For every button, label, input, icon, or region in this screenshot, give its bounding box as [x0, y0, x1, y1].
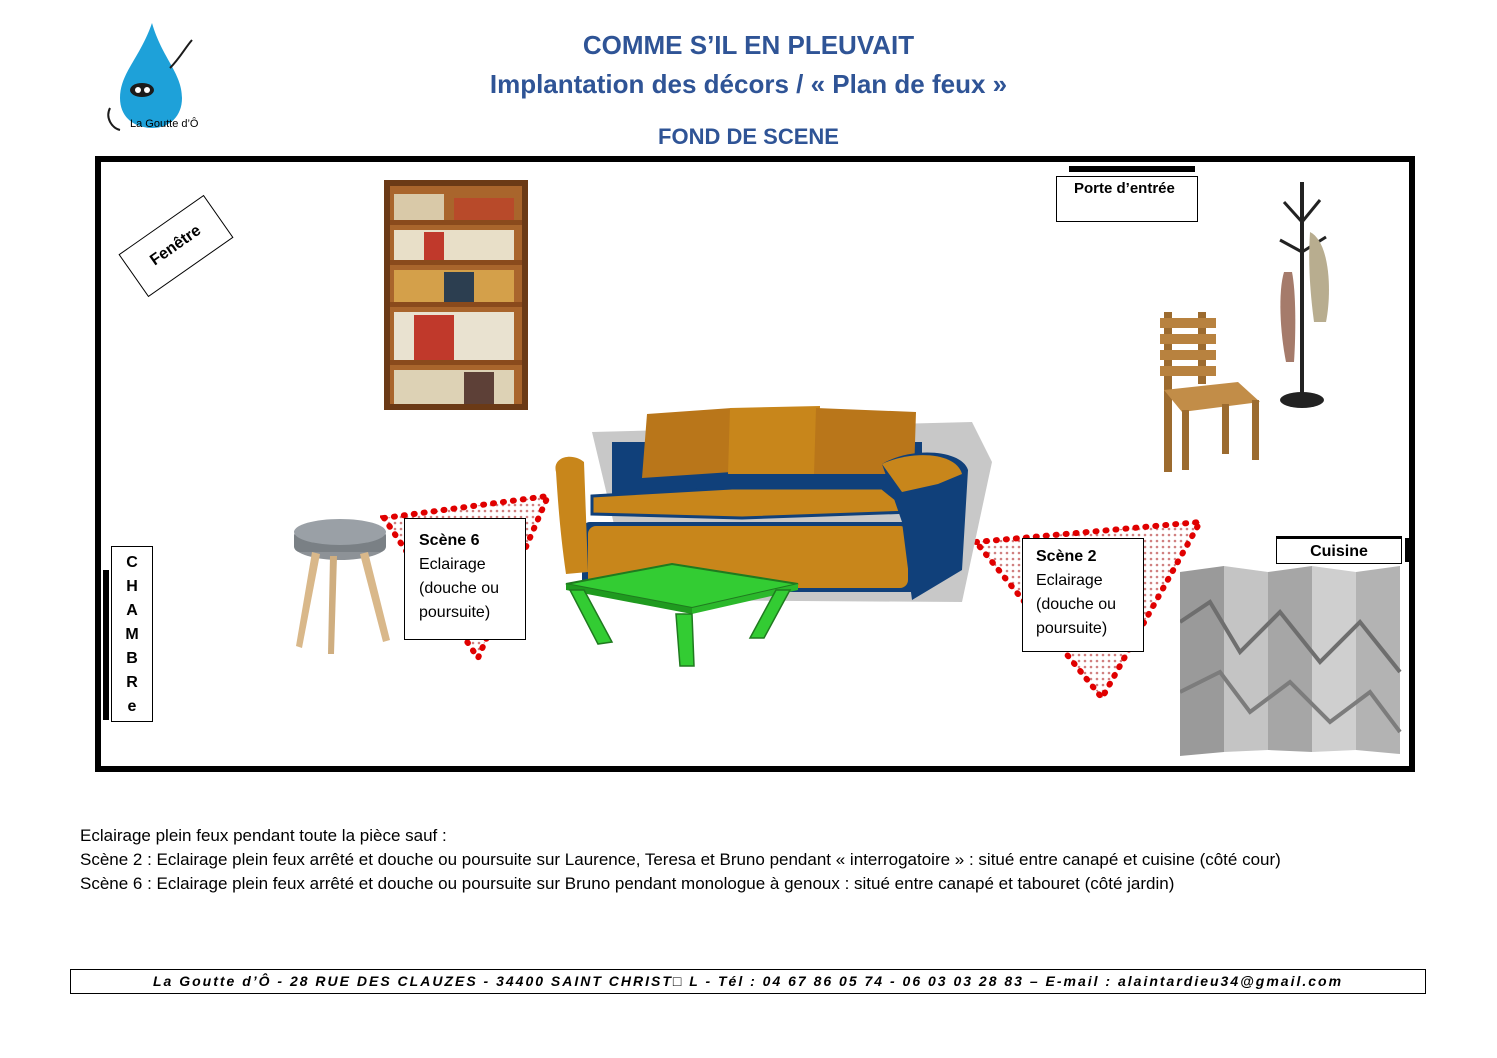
bedroom-door	[103, 570, 109, 720]
scene-6-title: Scène 6	[419, 532, 480, 549]
scene-2-title: Scène 2	[1036, 548, 1097, 565]
scene-6-line: poursuite)	[419, 604, 491, 621]
lighting-notes	[80, 824, 1281, 896]
scene-6-line: (douche ou	[419, 580, 500, 597]
door-label: Porte d’entrée	[1056, 176, 1198, 222]
bookshelf-icon	[384, 180, 528, 410]
scene-6-line: Eclairage	[419, 556, 486, 573]
coffee-table-icon	[562, 562, 802, 672]
page-subtitle: Implantation des décors / « Plan de feux »	[489, 69, 1008, 99]
scene-6-label	[404, 518, 526, 640]
stage-back-label: FOND DE SCENE	[658, 124, 839, 149]
window-text: Fenêtre	[147, 222, 205, 270]
chair-icon	[1158, 312, 1264, 472]
logo-text: La Goutte d’Ô	[130, 118, 199, 130]
stool-icon	[290, 516, 394, 658]
scene-2-label	[1022, 538, 1144, 652]
kitchen-door	[1405, 538, 1410, 562]
kitchen-label: Cuisine	[1276, 536, 1402, 564]
scene-2-line: (douche ou	[1036, 596, 1117, 613]
folding-screen-icon	[1180, 562, 1404, 758]
note-line: Scène 6 : Eclairage plein feux arrêté et douche ou poursuite sur Bruno pendant monologue à genoux : situé entre canapé et tabouret (côté jardin)	[80, 874, 1175, 893]
footer-contact: La Goutte d’Ô - 28 RUE DES CLAUZES - 34400 SAINT CHRIST□ L - Tél : 04 67 86 05 74 - 06 03 03 28 83 – E-mail : alaintardieu34@gmail.com	[70, 969, 1426, 994]
note-line: Scène 2 : Eclairage plein feux arrêté et douche ou poursuite sur Laurence, Teresa et Bruno pendant « interrogatoire » : situé entre canapé et cuisine (côté cour)	[80, 850, 1281, 869]
bedroom-label: C H A M B R e	[111, 546, 153, 722]
page-title: COMME S’IL EN PLEUVAIT	[582, 30, 915, 60]
scene-2-line: Eclairage	[1036, 572, 1103, 589]
note-line: Eclairage plein feux pendant toute la pièce sauf :	[80, 826, 447, 845]
coat-rack-icon	[1270, 182, 1340, 414]
scene-2-line: poursuite)	[1036, 620, 1108, 637]
door-frame	[1069, 166, 1195, 172]
